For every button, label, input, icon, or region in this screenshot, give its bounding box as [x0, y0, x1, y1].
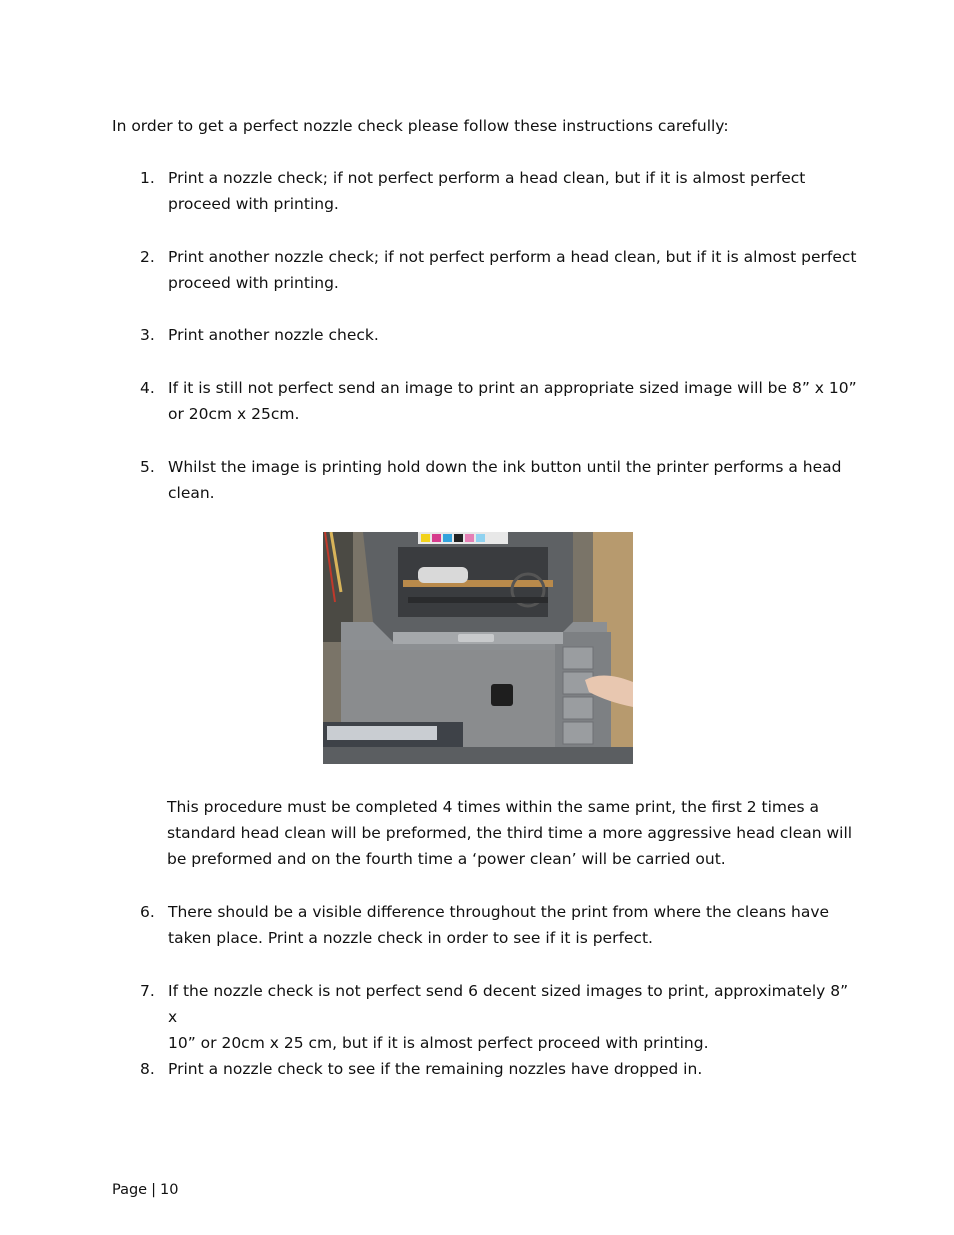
list-text-line: proceed with printing. — [168, 195, 339, 213]
list-text-line: Print another nozzle check; if not perfect perform a head clean, but if it is almost perfect — [168, 248, 857, 266]
list-number: 7. — [140, 982, 155, 1000]
list-number: 4. — [140, 379, 155, 397]
printer-photo — [323, 532, 633, 764]
list-text — [168, 454, 858, 506]
intro-paragraph: In order to get a perfect nozzle check please follow these instructions carefully: — [112, 117, 729, 135]
list-text-line: There should be a visible difference throughout the print from where the cleans have — [168, 903, 830, 921]
list-text-line: If it is still not perfect send an image to print an appropriate sized image will be 8” x 10” — [168, 379, 857, 397]
list-number: 1. — [140, 169, 155, 187]
procedure-note — [167, 794, 857, 872]
list-text-line: If the nozzle check is not perfect send 6 decent sized images to print, approximately 8” x — [168, 982, 849, 1026]
list-text-line: Whilst the image is printing hold down the ink button until the printer performs a head — [168, 458, 842, 476]
list-number: 2. — [140, 248, 155, 266]
list-text — [168, 899, 858, 951]
page-label: Page — [112, 1182, 148, 1198]
page-number: 10 — [160, 1182, 179, 1198]
list-text-line: Print another nozzle check. — [168, 326, 379, 344]
list-text-line: clean. — [168, 484, 215, 502]
note-line: standard head clean will be preformed, the third time a more aggressive head clean will — [167, 824, 853, 842]
list-number: 5. — [140, 458, 155, 476]
list-text-line: taken place. Print a nozzle check in order to see if it is perfect. — [168, 929, 653, 947]
note-line: This procedure must be completed 4 times within the same print, the first 2 times a — [167, 798, 820, 816]
list-text-line: or 20cm x 25cm. — [168, 405, 300, 423]
list-number: 3. — [140, 326, 155, 344]
list-text — [168, 322, 858, 348]
list-number: 6. — [140, 903, 155, 921]
note-line: be preformed and on the fourth time a ‘power clean’ will be carried out. — [167, 850, 726, 868]
list-text — [168, 978, 858, 1056]
list-text-line: Print a nozzle check; if not perfect perform a head clean, but if it is almost perfect — [168, 169, 806, 187]
list-text — [168, 375, 858, 427]
list-text — [168, 1056, 858, 1082]
footer-separator: | — [151, 1182, 156, 1198]
printer-photo-illustration — [323, 532, 633, 764]
list-text-line: Print a nozzle check to see if the remaining nozzles have dropped in. — [168, 1060, 703, 1078]
list-text-line: proceed with printing. — [168, 274, 339, 292]
list-text — [168, 244, 858, 296]
list-text-line: 10” or 20cm x 25 cm, but if it is almost perfect proceed with printing. — [168, 1034, 709, 1052]
page-footer — [112, 1179, 178, 1201]
list-number: 8. — [140, 1060, 155, 1078]
list-text — [168, 165, 858, 217]
